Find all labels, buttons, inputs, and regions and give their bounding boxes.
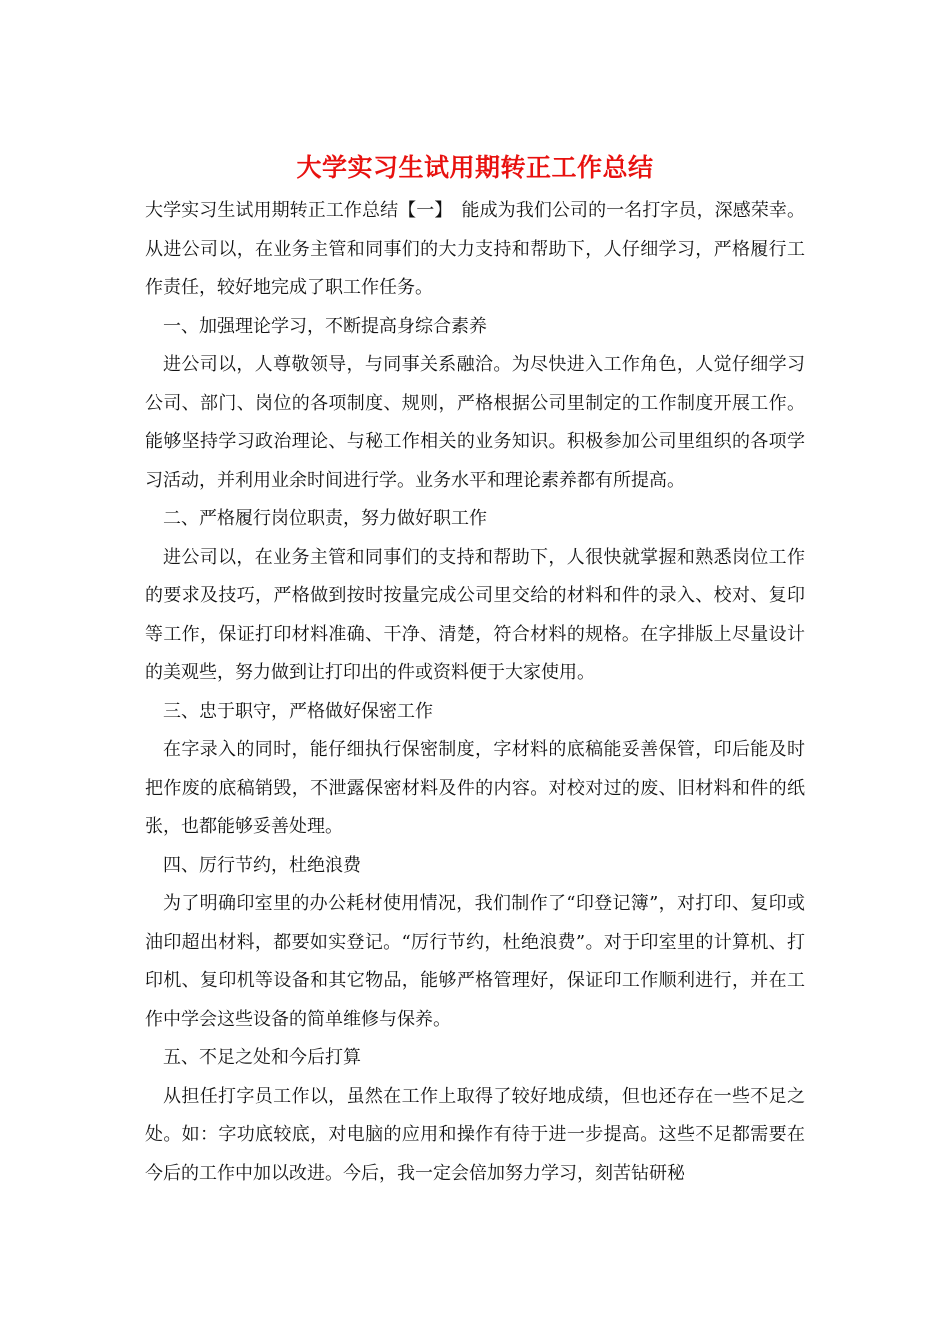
section-heading: 五、不足之处和今后打算 (163, 1047, 361, 1068)
section-heading: 三、忠于职守，严格做好保密工作 (163, 700, 433, 722)
document-title: 大学实习生试用期转正工作总结 (296, 153, 654, 182)
paragraph: 从担任打字员工作以，虽然在工作上取得了较好地成绩，但也还存在一些不足之处。如：字功底较底，对电脑的应用和操作有待于进一步提高。这些不足都需要在今后的工作中加以改进。今后，我一定会倍加努力学习，刻苦钻研秘 (145, 1085, 805, 1184)
paragraph: 进公司以，人尊敬领导，与同事关系融洽。为尽快进入工作角色，人觉仔细学习公司、部门、岗位的各项制度、规则，严格根据公司里制定的工作制度开展工作。能够坚持学习政治理论、与秘工作相关的业务知识。积极参加公司里组织的各项学习活动，并利用业余时间进行学。业务水平和理论素养都有所提高。 (145, 354, 805, 491)
section-heading: 一、加强理论学习，不断提高身综合素养 (163, 315, 487, 337)
section-heading: 四、厉行节约，杜绝浪费 (163, 854, 361, 876)
paragraph: 大学实习生试用期转正工作总结【一】 能成为我们公司的一名打字员，深感荣幸。从进公司以，在业务主管和同事们的大力支持和帮助下，人仔细学习，严格履行工作责任，较好地完成了职工作任务。 (145, 200, 805, 298)
paragraph: 在字录入的同时，能仔细执行保密制度，字材料的底稿能妥善保管，印后能及时把作废的底稿销毁，不泄露保密材料及件的内容。对校对过的废、旧材料和件的纸张，也都能够妥善处理。 (145, 739, 805, 837)
paragraph: 为了明确印室里的办公耗材使用情况，我们制作了“印登记簿”，对打印、复印或油印超出材料，都要如实登记。“厉行节约，杜绝浪费”。对于印室里的计算机、打印机、复印机等设备和其它物品，能够严格管理好，保证印工作顺利进行，并在工作中学会这些设备的简单维修与保养。 (145, 893, 805, 1030)
section-heading: 二、严格履行岗位职责，努力做好职工作 (163, 508, 487, 529)
paragraph: 进公司以，在业务主管和同事们的支持和帮助下，人很快就掌握和熟悉岗位工作的要求及技巧，严格做到按时按量完成公司里交给的材料和件的录入、校对、复印等工作，保证打印材料准确、干净、清楚，符合材料的规格。在字排版上尽量设计的美观些，努力做到让打印出的件或资料便于大家使用。 (145, 546, 805, 683)
document-body (145, 192, 805, 1193)
